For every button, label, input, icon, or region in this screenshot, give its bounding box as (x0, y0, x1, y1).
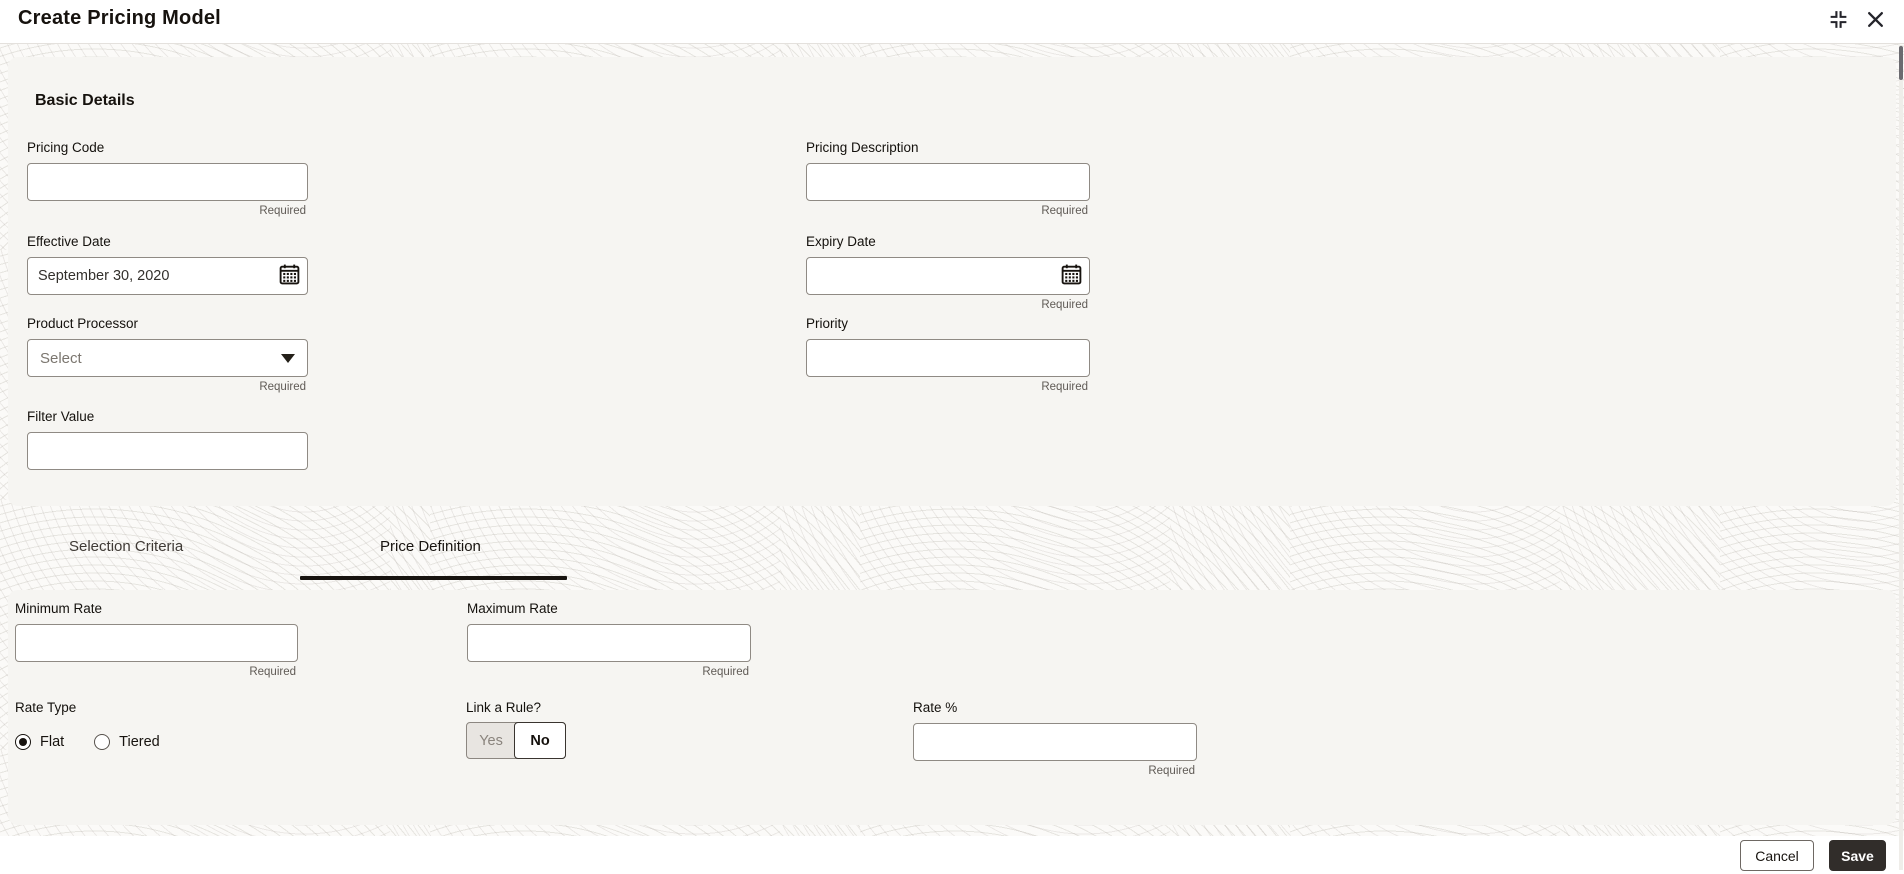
radio-flat[interactable] (15, 734, 64, 750)
required-hint: Required (702, 666, 749, 678)
select-placeholder: Select (40, 349, 82, 367)
product-processor-select[interactable] (27, 339, 308, 377)
radio-selected-icon (15, 734, 31, 750)
collapse-icon (1828, 9, 1849, 30)
product-processor-label: Product Processor (27, 316, 139, 331)
chevron-down-icon (281, 354, 295, 363)
rate-type-radio-group (15, 723, 160, 761)
rate-type-label: Rate Type (15, 700, 77, 715)
radio-tiered-label: Tiered (119, 734, 160, 750)
effective-date-label: Effective Date (27, 234, 111, 249)
calendar-icon (1060, 263, 1083, 289)
expiry-date-calendar-button[interactable] (1059, 264, 1083, 288)
collapse-button[interactable] (1826, 7, 1850, 31)
required-hint: Required (1041, 205, 1088, 217)
close-button[interactable] (1863, 7, 1887, 31)
close-icon (1866, 10, 1885, 29)
pricing-description-label: Pricing Description (806, 140, 919, 155)
cancel-button[interactable]: Cancel (1740, 840, 1814, 871)
page-title: Create Pricing Model (18, 7, 221, 29)
calendar-icon (278, 263, 301, 289)
expiry-date-input[interactable] (806, 257, 1090, 295)
scrollbar-thumb[interactable] (1899, 46, 1903, 80)
effective-date-input[interactable] (27, 257, 308, 295)
required-hint: Required (259, 205, 306, 217)
minimum-rate-input[interactable] (15, 624, 298, 662)
radio-flat-label: Flat (40, 734, 65, 750)
required-hint: Required (249, 666, 296, 678)
rate-percent-label: Rate % (913, 700, 958, 715)
pricing-code-input[interactable] (27, 163, 308, 201)
scrollbar-track[interactable] (1899, 46, 1903, 870)
required-hint: Required (259, 381, 306, 393)
tab-selection-criteria[interactable]: Selection Criteria (69, 538, 184, 555)
active-tab-underline (300, 576, 567, 580)
section-heading: Basic Details (35, 92, 135, 109)
filter-value-input[interactable] (27, 432, 308, 470)
pricing-description-input[interactable] (806, 163, 1090, 201)
pricing-code-label: Pricing Code (27, 140, 105, 155)
dialog-header (0, 0, 1904, 44)
maximum-rate-label: Maximum Rate (467, 601, 558, 616)
rate-percent-input[interactable] (913, 723, 1197, 761)
radio-unselected-icon (94, 734, 110, 750)
priority-label: Priority (806, 316, 849, 331)
save-button[interactable]: Save (1829, 840, 1886, 871)
toggle-yes-button[interactable]: Yes (467, 723, 515, 758)
filter-value-label: Filter Value (27, 409, 95, 424)
toggle-no-button[interactable]: No (514, 722, 566, 759)
required-hint: Required (1148, 765, 1195, 777)
minimum-rate-label: Minimum Rate (15, 601, 103, 616)
footer-bar (0, 836, 1904, 874)
link-a-rule-label: Link a Rule? (466, 700, 542, 715)
expiry-date-label: Expiry Date (806, 234, 876, 249)
required-hint: Required (1041, 381, 1088, 393)
required-hint: Required (1041, 299, 1088, 311)
link-a-rule-toggle (466, 722, 566, 759)
tab-price-definition[interactable]: Price Definition (380, 538, 481, 555)
radio-tiered[interactable] (94, 734, 160, 750)
effective-date-calendar-button[interactable] (277, 264, 301, 288)
priority-input[interactable] (806, 339, 1090, 377)
maximum-rate-input[interactable] (467, 624, 751, 662)
